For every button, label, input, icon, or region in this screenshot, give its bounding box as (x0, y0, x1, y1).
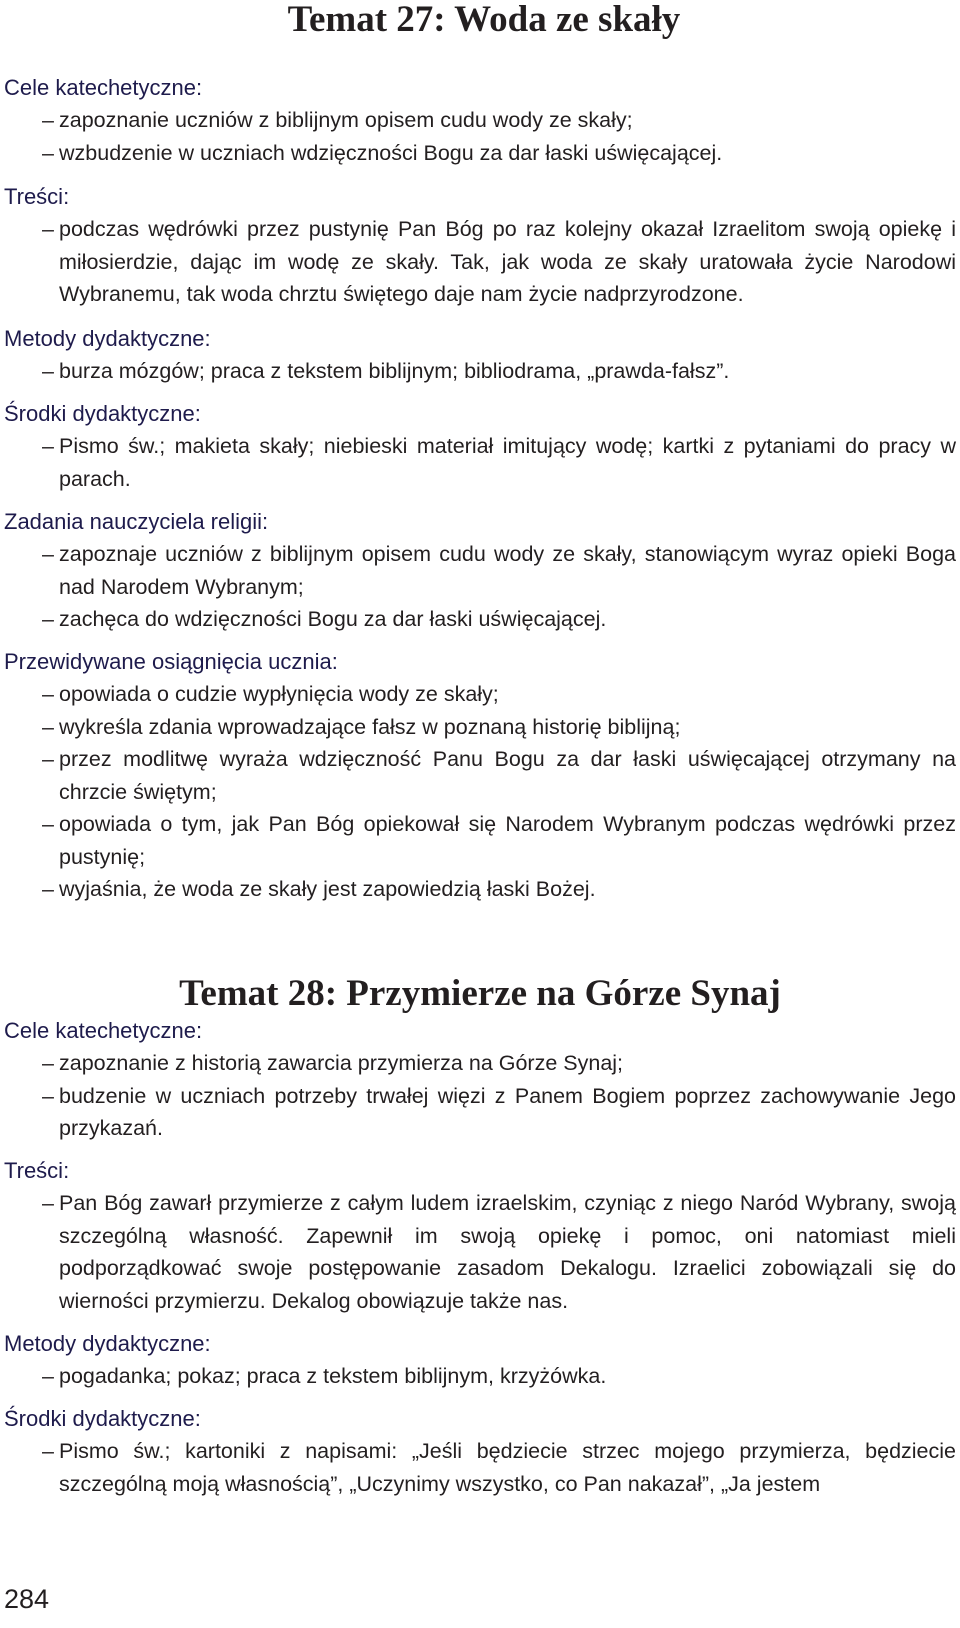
list-item: – burza mózgów; praca z tekstem biblijnym; bibliodrama, „prawda-fałsz”. (4, 355, 956, 388)
section-heading: Treści: (4, 1158, 70, 1183)
list-item: – wzbudzenie w uczniach wdzięczności Bogu za dar łaski uświęcającej. (4, 137, 956, 170)
t27-resources-section (4, 398, 956, 495)
list-item: – opowiada o tym, jak Pan Bóg opiekował się Narodem Wybranym podczas wędrówki przez pustynię; (4, 808, 956, 873)
dash-bullet: – (42, 714, 54, 739)
section-heading: Metody dydaktyczne: (4, 326, 211, 351)
dash-bullet: – (42, 607, 54, 631)
list-item: – zapoznanie uczniów z biblijnym opisem cudu wody ze skały; (4, 104, 956, 137)
t27-methods-section (4, 323, 956, 388)
topic-28-title: Temat 28: Przymierze na Górze Synaj (179, 973, 781, 1014)
t28-goals-section (4, 1015, 956, 1145)
list-item: – wykreśla zdania wprowadzające fałsz w poznaną historię biblijną; (4, 711, 956, 744)
dash-bullet: – (42, 434, 54, 458)
section-heading: Przewidywane osiągnięcia ucznia: (4, 649, 338, 674)
t28-resources-section (4, 1403, 956, 1500)
section-heading: Cele katechetyczne: (4, 75, 203, 100)
dash-bullet: – (42, 217, 54, 241)
section-heading: Metody dydaktyczne: (4, 1331, 211, 1356)
list-item: – Pismo św.; makieta skały; niebieski materiał imitujący wodę; kartki z pytaniami do pracy w parach. (4, 430, 956, 495)
t27-teacher-tasks-section (4, 506, 956, 636)
dash-bullet: – (42, 812, 54, 836)
dash-bullet: – (42, 1051, 54, 1075)
section-heading: Cele katechetyczne: (4, 1018, 203, 1043)
dash-bullet: – (42, 747, 54, 771)
t27-outcomes-section (4, 646, 956, 906)
list-item: – zapoznanie z historią zawarcia przymierza na Górze Synaj; (4, 1047, 956, 1080)
topic-27-title: Temat 27: Woda ze skały (287, 0, 681, 40)
dash-bullet: – (42, 140, 54, 165)
t28-methods-section (4, 1328, 956, 1393)
dash-bullet: – (42, 542, 54, 566)
section-heading: Środki dydaktyczne: (4, 1406, 201, 1431)
list-item: – opowiada o cudzie wypłynięcia wody ze skały; (4, 678, 956, 711)
dash-bullet: – (42, 1364, 54, 1388)
dash-bullet: – (42, 359, 54, 383)
list-item: – wyjaśnia, że woda ze skały jest zapowiedzią łaski Bożej. (4, 873, 956, 906)
t27-goals-section (4, 72, 956, 169)
t28-content-section (4, 1155, 956, 1317)
section-heading: Treści: (4, 184, 70, 209)
section-heading: Środki dydaktyczne: (4, 401, 201, 426)
dash-bullet: – (42, 682, 54, 706)
page-number: 284 (4, 1584, 50, 1614)
list-item: – przez modlitwę wyraża wdzięczność Panu Bogu za dar łaski uświęcającej otrzymany na chrzcie świętym; (4, 743, 956, 808)
section-heading: Zadania nauczyciela religii: (4, 509, 269, 534)
list-item: – Pan Bóg zawarł przymierze z całym ludem izraelskim, czyniąc z niego Naród Wybrany, swoją szczególną własność. Zapewnił im swoją opiekę i pomoc, oni natomiast mieli podporządkować swoje postępowanie zasadom Dekalogu. Izraelici zobowiązali się do wierności przymierzu. Dekalog obowiązuje także nas. (4, 1187, 956, 1317)
dash-bullet: – (42, 1439, 54, 1463)
dash-bullet: – (42, 1083, 54, 1108)
list-item: – zachęca do wdzięczności Bogu za dar łaski uświęcającej. (4, 603, 956, 636)
dash-bullet: – (42, 1191, 54, 1215)
t27-content-section (4, 181, 956, 311)
list-item: – budzenie w uczniach potrzeby trwałej więzi z Panem Bogiem poprzez zachowywanie Jego przykazań. (4, 1080, 956, 1145)
list-item: – pogadanka; pokaz; praca z tekstem biblijnym, krzyżówka. (4, 1360, 956, 1393)
dash-bullet: – (42, 877, 54, 901)
list-item: – Pismo św.; kartoniki z napisami: „Jeśli będziecie strzec mojego przymierza, będziecie szczególną moją własnością”, „Uczynimy wszystko, co Pan nakazał”, „Ja jestem (4, 1435, 956, 1500)
list-item: – zapoznaje uczniów z biblijnym opisem cudu wody ze skały, stanowiącym wyraz opieki Boga nad Narodem Wybranym; (4, 538, 956, 603)
dash-bullet: – (42, 108, 54, 132)
list-item: – podczas wędrówki przez pustynię Pan Bóg po raz kolejny okazał Izraelitom swoją opiekę i miłosierdzie, dając im wodę ze skały. Tak, jak woda ze skały uratowała życie Narodowi Wybranemu, tak woda chrztu świętego daje nam życie nadprzyrodzone. (4, 213, 956, 311)
